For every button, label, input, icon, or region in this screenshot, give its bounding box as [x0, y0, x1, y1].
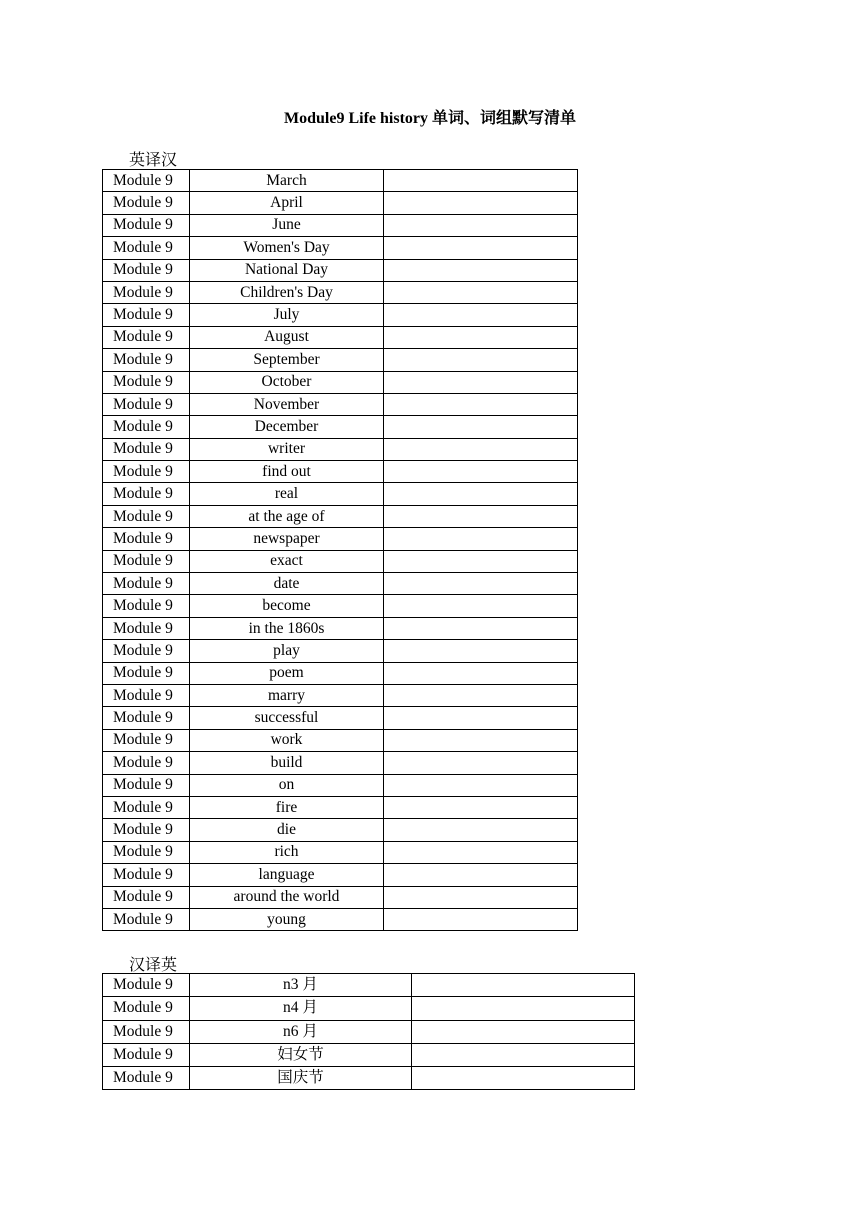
module-cell: Module 9: [103, 819, 190, 841]
answer-blank[interactable]: [412, 997, 635, 1020]
term-cell: December: [190, 416, 384, 438]
module-cell: Module 9: [103, 349, 190, 371]
term-cell: November: [190, 393, 384, 415]
module-cell: Module 9: [103, 192, 190, 214]
term-cell: 国庆节: [190, 1067, 412, 1090]
section-label-zh-to-en: 汉译英: [129, 957, 178, 974]
module-cell: Module 9: [103, 528, 190, 550]
module-cell: Module 9: [103, 729, 190, 751]
term-cell: National Day: [190, 259, 384, 281]
term-cell: real: [190, 483, 384, 505]
answer-blank[interactable]: [384, 908, 578, 930]
table-row: [103, 1067, 635, 1090]
table-row: [103, 662, 578, 684]
table-row: [103, 864, 578, 886]
module-cell: Module 9: [103, 550, 190, 572]
table-row: [103, 550, 578, 572]
module-cell: Module 9: [103, 617, 190, 639]
table-row: [103, 483, 578, 505]
term-cell: rich: [190, 841, 384, 863]
module-cell: Module 9: [103, 237, 190, 259]
table-row: [103, 416, 578, 438]
answer-blank[interactable]: [384, 550, 578, 572]
page-title: Module9 Life history 单词、词组默写清单: [284, 110, 576, 127]
table-row: [103, 974, 635, 997]
answer-blank[interactable]: [384, 326, 578, 348]
answer-blank[interactable]: [412, 1043, 635, 1066]
module-cell: Module 9: [103, 1043, 190, 1066]
term-cell: become: [190, 595, 384, 617]
table-row: [103, 573, 578, 595]
module-cell: Module 9: [103, 1020, 190, 1043]
answer-blank[interactable]: [384, 684, 578, 706]
answer-blank[interactable]: [384, 170, 578, 192]
term-cell: October: [190, 371, 384, 393]
answer-blank[interactable]: [384, 640, 578, 662]
answer-blank[interactable]: [384, 349, 578, 371]
module-cell: Module 9: [103, 974, 190, 997]
module-cell: Module 9: [103, 326, 190, 348]
answer-blank[interactable]: [384, 752, 578, 774]
answer-blank[interactable]: [412, 1067, 635, 1090]
module-cell: Module 9: [103, 864, 190, 886]
term-cell: poem: [190, 662, 384, 684]
term-cell: Children's Day: [190, 281, 384, 303]
module-cell: Module 9: [103, 662, 190, 684]
term-cell: language: [190, 864, 384, 886]
answer-blank[interactable]: [384, 371, 578, 393]
module-cell: Module 9: [103, 304, 190, 326]
answer-blank[interactable]: [384, 841, 578, 863]
module-cell: Module 9: [103, 281, 190, 303]
module-cell: Module 9: [103, 841, 190, 863]
term-cell: around the world: [190, 886, 384, 908]
term-cell: on: [190, 774, 384, 796]
table-row: [103, 707, 578, 729]
answer-blank[interactable]: [384, 819, 578, 841]
table-row: [103, 684, 578, 706]
term-cell: work: [190, 729, 384, 751]
table-row: [103, 796, 578, 818]
answer-blank[interactable]: [412, 974, 635, 997]
answer-blank[interactable]: [384, 729, 578, 751]
answer-blank[interactable]: [384, 573, 578, 595]
module-cell: Module 9: [103, 997, 190, 1020]
answer-blank[interactable]: [384, 796, 578, 818]
module-cell: Module 9: [103, 438, 190, 460]
term-cell: newspaper: [190, 528, 384, 550]
module-cell: Module 9: [103, 707, 190, 729]
table-row: [103, 461, 578, 483]
term-cell: writer: [190, 438, 384, 460]
table-row: [103, 214, 578, 236]
module-cell: Module 9: [103, 573, 190, 595]
module-cell: Module 9: [103, 684, 190, 706]
table-row: [103, 326, 578, 348]
term-cell: September: [190, 349, 384, 371]
answer-blank[interactable]: [384, 662, 578, 684]
table-row: [103, 304, 578, 326]
term-cell: at the age of: [190, 505, 384, 527]
module-cell: Module 9: [103, 640, 190, 662]
term-cell: August: [190, 326, 384, 348]
answer-blank[interactable]: [384, 304, 578, 326]
term-cell: n4 月: [190, 997, 412, 1020]
term-cell: 妇女节: [190, 1043, 412, 1066]
module-cell: Module 9: [103, 461, 190, 483]
table-row: [103, 528, 578, 550]
term-cell: successful: [190, 707, 384, 729]
term-cell: fire: [190, 796, 384, 818]
table-row: [103, 819, 578, 841]
module-cell: Module 9: [103, 774, 190, 796]
module-cell: Module 9: [103, 752, 190, 774]
table-row: [103, 729, 578, 751]
term-cell: die: [190, 819, 384, 841]
table-row: [103, 640, 578, 662]
answer-blank[interactable]: [384, 237, 578, 259]
term-cell: exact: [190, 550, 384, 572]
term-cell: play: [190, 640, 384, 662]
table-row: [103, 281, 578, 303]
table-row: [103, 595, 578, 617]
module-cell: Module 9: [103, 505, 190, 527]
answer-blank[interactable]: [384, 483, 578, 505]
answer-blank[interactable]: [384, 707, 578, 729]
table-row: [103, 505, 578, 527]
module-cell: Module 9: [103, 259, 190, 281]
module-cell: Module 9: [103, 796, 190, 818]
answer-blank[interactable]: [384, 595, 578, 617]
answer-blank[interactable]: [384, 281, 578, 303]
table-row: [103, 774, 578, 796]
table-row: [103, 170, 578, 192]
term-cell: young: [190, 908, 384, 930]
term-cell: n6 月: [190, 1020, 412, 1043]
term-cell: find out: [190, 461, 384, 483]
answer-blank[interactable]: [384, 617, 578, 639]
table-row: [103, 393, 578, 415]
module-cell: Module 9: [103, 886, 190, 908]
table-row: [103, 259, 578, 281]
term-cell: marry: [190, 684, 384, 706]
module-cell: Module 9: [103, 595, 190, 617]
term-cell: June: [190, 214, 384, 236]
answer-blank[interactable]: [384, 864, 578, 886]
section-label-en-to-zh: 英译汉: [129, 152, 178, 169]
module-cell: Module 9: [103, 170, 190, 192]
answer-blank[interactable]: [384, 393, 578, 415]
answer-blank[interactable]: [384, 438, 578, 460]
table-row: [103, 997, 635, 1020]
table-row: [103, 617, 578, 639]
module-cell: Module 9: [103, 416, 190, 438]
answer-blank[interactable]: [384, 192, 578, 214]
module-cell: Module 9: [103, 393, 190, 415]
table-row: [103, 371, 578, 393]
answer-blank[interactable]: [384, 528, 578, 550]
en-to-zh-table: [102, 169, 578, 931]
zh-to-en-table: [102, 973, 635, 1090]
answer-blank[interactable]: [384, 461, 578, 483]
term-cell: April: [190, 192, 384, 214]
answer-blank[interactable]: [384, 416, 578, 438]
answer-blank[interactable]: [384, 774, 578, 796]
table-row: [103, 841, 578, 863]
term-cell: in the 1860s: [190, 617, 384, 639]
answer-blank[interactable]: [384, 505, 578, 527]
module-cell: Module 9: [103, 483, 190, 505]
module-cell: Module 9: [103, 214, 190, 236]
table-row: [103, 192, 578, 214]
table-row: [103, 886, 578, 908]
table-row: [103, 752, 578, 774]
module-cell: Module 9: [103, 908, 190, 930]
term-cell: date: [190, 573, 384, 595]
term-cell: Women's Day: [190, 237, 384, 259]
table-row: [103, 438, 578, 460]
answer-blank[interactable]: [384, 886, 578, 908]
answer-blank[interactable]: [412, 1020, 635, 1043]
table-row: [103, 1043, 635, 1066]
table-row: [103, 349, 578, 371]
answer-blank[interactable]: [384, 214, 578, 236]
term-cell: build: [190, 752, 384, 774]
module-cell: Module 9: [103, 371, 190, 393]
table-row: [103, 237, 578, 259]
answer-blank[interactable]: [384, 259, 578, 281]
module-cell: Module 9: [103, 1067, 190, 1090]
term-cell: July: [190, 304, 384, 326]
table-row: [103, 908, 578, 930]
term-cell: March: [190, 170, 384, 192]
term-cell: n3 月: [190, 974, 412, 997]
table-row: [103, 1020, 635, 1043]
